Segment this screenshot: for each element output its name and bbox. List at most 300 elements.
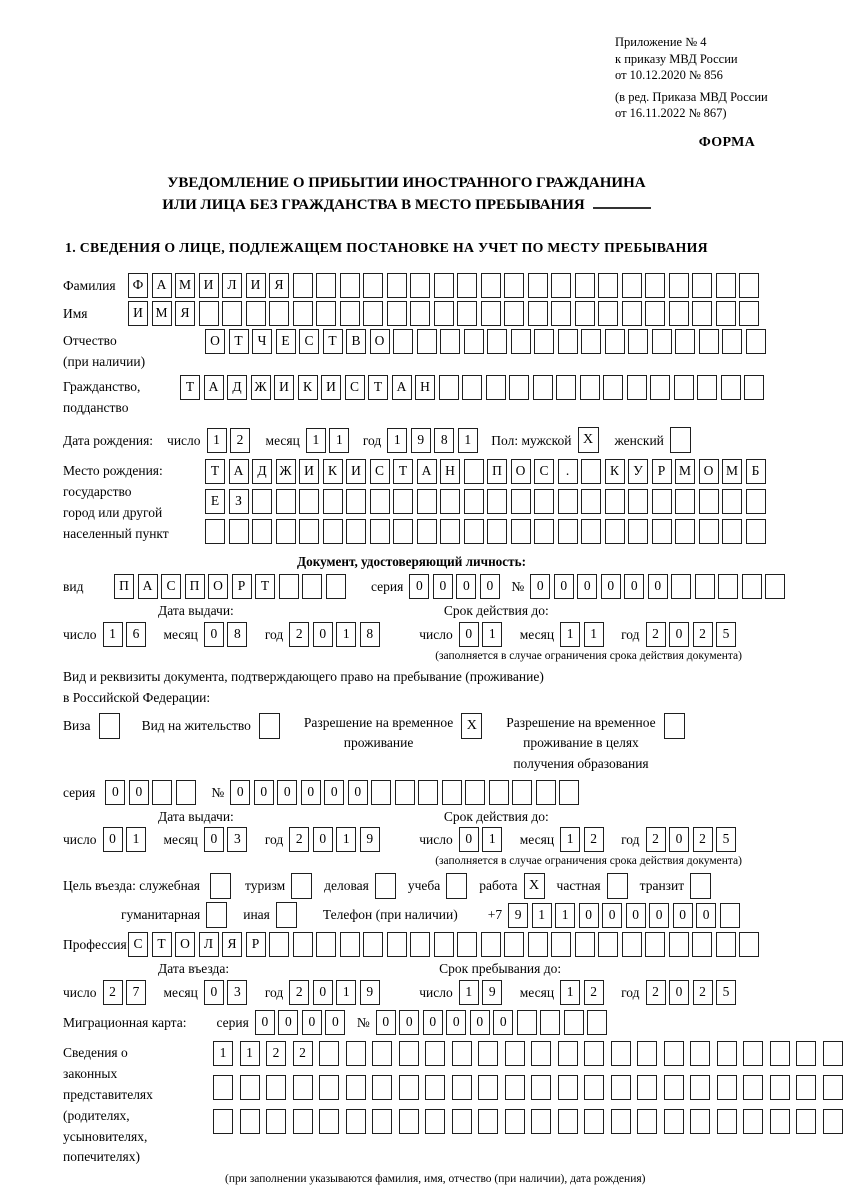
char-cell[interactable]: Т	[323, 329, 343, 354]
char-cell[interactable]: М	[152, 301, 172, 326]
char-cell[interactable]	[222, 301, 242, 326]
char-cell[interactable]	[611, 1109, 631, 1134]
char-cell[interactable]	[534, 489, 554, 514]
tourism-checkbox[interactable]	[291, 873, 312, 899]
char-cell[interactable]	[504, 301, 524, 326]
char-cell[interactable]	[652, 329, 672, 354]
char-cell[interactable]	[765, 574, 785, 599]
char-cell[interactable]: 2	[103, 980, 123, 1005]
char-cell[interactable]	[645, 932, 665, 957]
char-cell[interactable]	[722, 489, 742, 514]
permit-issue-day-input[interactable]	[103, 827, 150, 852]
char-cell[interactable]	[528, 273, 548, 298]
char-cell[interactable]	[746, 489, 766, 514]
profession-input[interactable]	[128, 932, 763, 957]
char-cell[interactable]: З	[229, 489, 249, 514]
char-cell[interactable]	[393, 489, 413, 514]
char-cell[interactable]	[637, 1041, 657, 1066]
char-cell[interactable]	[370, 489, 390, 514]
char-cell[interactable]: 2	[584, 980, 604, 1005]
char-cell[interactable]	[440, 519, 460, 544]
char-cell[interactable]	[293, 273, 313, 298]
char-cell[interactable]: С	[161, 574, 181, 599]
char-cell[interactable]	[452, 1075, 472, 1100]
char-cell[interactable]: И	[321, 375, 341, 400]
char-cell[interactable]: 2	[646, 622, 666, 647]
char-cell[interactable]	[796, 1075, 816, 1100]
char-cell[interactable]	[627, 375, 647, 400]
char-cell[interactable]	[598, 932, 618, 957]
char-cell[interactable]	[152, 780, 172, 805]
char-cell[interactable]	[462, 375, 482, 400]
char-cell[interactable]	[464, 459, 484, 484]
char-cell[interactable]: 1	[336, 980, 356, 1005]
char-cell[interactable]	[509, 375, 529, 400]
char-cell[interactable]: 3	[227, 980, 247, 1005]
char-cell[interactable]: 1	[555, 903, 575, 928]
char-cell[interactable]: 1	[482, 827, 502, 852]
char-cell[interactable]	[534, 519, 554, 544]
char-cell[interactable]: 0	[493, 1010, 513, 1035]
char-cell[interactable]	[669, 932, 689, 957]
char-cell[interactable]	[605, 489, 625, 514]
char-cell[interactable]: 0	[204, 980, 224, 1005]
char-cell[interactable]: 0	[325, 1010, 345, 1035]
char-cell[interactable]	[690, 1109, 710, 1134]
char-cell[interactable]	[505, 1041, 525, 1066]
char-cell[interactable]	[746, 519, 766, 544]
char-cell[interactable]: О	[175, 932, 195, 957]
char-cell[interactable]: 0	[105, 780, 125, 805]
char-cell[interactable]: 0	[480, 574, 500, 599]
char-cell[interactable]	[434, 273, 454, 298]
char-cell[interactable]	[611, 1075, 631, 1100]
char-cell[interactable]	[370, 519, 390, 544]
char-cell[interactable]	[399, 1109, 419, 1134]
char-cell[interactable]: Д	[227, 375, 247, 400]
char-cell[interactable]	[796, 1109, 816, 1134]
char-cell[interactable]	[743, 1041, 763, 1066]
char-cell[interactable]: А	[204, 375, 224, 400]
char-cell[interactable]: 0	[254, 780, 274, 805]
char-cell[interactable]: 7	[126, 980, 146, 1005]
char-cell[interactable]: 1	[240, 1041, 260, 1066]
char-cell[interactable]	[279, 574, 299, 599]
char-cell[interactable]: 0	[648, 574, 668, 599]
char-cell[interactable]: 0	[626, 903, 646, 928]
char-cell[interactable]	[176, 780, 196, 805]
permit-issue-month-input[interactable]	[204, 827, 251, 852]
char-cell[interactable]	[675, 519, 695, 544]
char-cell[interactable]	[478, 1075, 498, 1100]
char-cell[interactable]	[584, 1075, 604, 1100]
char-cell[interactable]	[425, 1041, 445, 1066]
entry-year-input[interactable]	[289, 980, 383, 1005]
char-cell[interactable]	[652, 519, 672, 544]
char-cell[interactable]: 0	[530, 574, 550, 599]
char-cell[interactable]: 2	[693, 980, 713, 1005]
char-cell[interactable]	[387, 273, 407, 298]
char-cell[interactable]	[531, 1041, 551, 1066]
char-cell[interactable]	[564, 1010, 584, 1035]
char-cell[interactable]: Т	[205, 459, 225, 484]
char-cell[interactable]: 1	[336, 622, 356, 647]
char-cell[interactable]	[823, 1109, 843, 1134]
char-cell[interactable]	[669, 273, 689, 298]
char-cell[interactable]	[319, 1075, 339, 1100]
char-cell[interactable]: А	[417, 459, 437, 484]
char-cell[interactable]: 9	[482, 980, 502, 1005]
stay-month-input[interactable]	[560, 980, 607, 1005]
gender-female-checkbox[interactable]	[670, 427, 691, 453]
char-cell[interactable]: 2	[693, 827, 713, 852]
char-cell[interactable]: С	[534, 459, 554, 484]
char-cell[interactable]: А	[152, 273, 172, 298]
char-cell[interactable]	[671, 574, 691, 599]
char-cell[interactable]: 1	[306, 428, 326, 453]
char-cell[interactable]	[417, 519, 437, 544]
char-cell[interactable]: 8	[360, 622, 380, 647]
char-cell[interactable]	[478, 1041, 498, 1066]
char-cell[interactable]: И	[346, 459, 366, 484]
permit-series-input[interactable]	[105, 780, 199, 805]
char-cell[interactable]	[717, 1041, 737, 1066]
char-cell[interactable]: 9	[411, 428, 431, 453]
permit-issue-year-input[interactable]	[289, 827, 383, 852]
char-cell[interactable]	[598, 273, 618, 298]
birth-place-line2-input[interactable]	[205, 489, 769, 514]
char-cell[interactable]	[558, 519, 578, 544]
char-cell[interactable]	[575, 932, 595, 957]
char-cell[interactable]	[425, 1109, 445, 1134]
char-cell[interactable]: Я	[269, 273, 289, 298]
transit-checkbox[interactable]	[690, 873, 711, 899]
char-cell[interactable]	[743, 1075, 763, 1100]
char-cell[interactable]: 0	[409, 574, 429, 599]
char-cell[interactable]	[372, 1041, 392, 1066]
char-cell[interactable]	[252, 489, 272, 514]
char-cell[interactable]	[511, 329, 531, 354]
char-cell[interactable]	[739, 932, 759, 957]
char-cell[interactable]	[551, 932, 571, 957]
migration-number-input[interactable]	[376, 1010, 611, 1035]
char-cell[interactable]: 1	[213, 1041, 233, 1066]
doc-type-input[interactable]	[114, 574, 349, 599]
char-cell[interactable]	[536, 780, 556, 805]
char-cell[interactable]: М	[175, 273, 195, 298]
permit-valid-month-input[interactable]	[560, 827, 607, 852]
stay-year-input[interactable]	[646, 980, 740, 1005]
passport-issue-year-input[interactable]	[289, 622, 383, 647]
char-cell[interactable]: П	[114, 574, 134, 599]
char-cell[interactable]: 0	[313, 827, 333, 852]
char-cell[interactable]: 0	[433, 574, 453, 599]
char-cell[interactable]	[717, 1109, 737, 1134]
char-cell[interactable]: А	[229, 459, 249, 484]
char-cell[interactable]: 0	[669, 827, 689, 852]
char-cell[interactable]	[695, 574, 715, 599]
stay-day-input[interactable]	[459, 980, 506, 1005]
char-cell[interactable]: 2	[646, 827, 666, 852]
char-cell[interactable]: П	[185, 574, 205, 599]
permit-number-input[interactable]	[230, 780, 583, 805]
char-cell[interactable]: Я	[175, 301, 195, 326]
char-cell[interactable]	[622, 932, 642, 957]
char-cell[interactable]	[363, 932, 383, 957]
char-cell[interactable]: О	[370, 329, 390, 354]
char-cell[interactable]	[531, 1075, 551, 1100]
char-cell[interactable]: 0	[602, 903, 622, 928]
char-cell[interactable]	[269, 932, 289, 957]
char-cell[interactable]	[605, 519, 625, 544]
char-cell[interactable]: 2	[289, 622, 309, 647]
char-cell[interactable]	[464, 329, 484, 354]
char-cell[interactable]: 0	[302, 1010, 322, 1035]
char-cell[interactable]	[199, 301, 219, 326]
char-cell[interactable]	[722, 519, 742, 544]
char-cell[interactable]: К	[298, 375, 318, 400]
char-cell[interactable]	[699, 519, 719, 544]
char-cell[interactable]	[293, 1109, 313, 1134]
char-cell[interactable]: 0	[230, 780, 250, 805]
char-cell[interactable]	[410, 301, 430, 326]
char-cell[interactable]: 1	[329, 428, 349, 453]
char-cell[interactable]	[457, 273, 477, 298]
char-cell[interactable]	[556, 375, 576, 400]
char-cell[interactable]: О	[208, 574, 228, 599]
char-cell[interactable]	[664, 1075, 684, 1100]
char-cell[interactable]: 0	[423, 1010, 443, 1035]
char-cell[interactable]: Л	[222, 273, 242, 298]
char-cell[interactable]	[299, 489, 319, 514]
char-cell[interactable]	[581, 489, 601, 514]
char-cell[interactable]	[598, 301, 618, 326]
char-cell[interactable]	[581, 329, 601, 354]
char-cell[interactable]	[512, 780, 532, 805]
char-cell[interactable]: П	[487, 459, 507, 484]
char-cell[interactable]	[478, 1109, 498, 1134]
char-cell[interactable]	[229, 519, 249, 544]
char-cell[interactable]	[770, 1041, 790, 1066]
char-cell[interactable]: .	[558, 459, 578, 484]
char-cell[interactable]	[628, 489, 648, 514]
char-cell[interactable]	[486, 375, 506, 400]
char-cell[interactable]: 1	[458, 428, 478, 453]
char-cell[interactable]	[410, 273, 430, 298]
char-cell[interactable]	[240, 1075, 260, 1100]
legal-reps-line3-input[interactable]	[213, 1109, 849, 1134]
char-cell[interactable]: 1	[459, 980, 479, 1005]
char-cell[interactable]: И	[128, 301, 148, 326]
char-cell[interactable]: 0	[376, 1010, 396, 1035]
permit-valid-year-input[interactable]	[646, 827, 740, 852]
char-cell[interactable]: С	[128, 932, 148, 957]
char-cell[interactable]	[575, 273, 595, 298]
char-cell[interactable]	[323, 519, 343, 544]
char-cell[interactable]	[440, 329, 460, 354]
char-cell[interactable]	[580, 375, 600, 400]
char-cell[interactable]	[399, 1075, 419, 1100]
char-cell[interactable]	[371, 780, 391, 805]
char-cell[interactable]: 1	[560, 622, 580, 647]
char-cell[interactable]	[246, 301, 266, 326]
char-cell[interactable]: С	[299, 329, 319, 354]
patronymic-input[interactable]	[205, 329, 769, 354]
char-cell[interactable]	[346, 1075, 366, 1100]
char-cell[interactable]	[346, 1109, 366, 1134]
char-cell[interactable]: 3	[227, 827, 247, 852]
char-cell[interactable]	[637, 1109, 657, 1134]
char-cell[interactable]: 2	[289, 827, 309, 852]
char-cell[interactable]	[393, 519, 413, 544]
gender-male-checkbox[interactable]: X	[578, 427, 599, 453]
char-cell[interactable]	[464, 489, 484, 514]
char-cell[interactable]	[699, 489, 719, 514]
char-cell[interactable]	[744, 375, 764, 400]
char-cell[interactable]: 0	[324, 780, 344, 805]
char-cell[interactable]: Т	[255, 574, 275, 599]
char-cell[interactable]: 2	[266, 1041, 286, 1066]
char-cell[interactable]	[387, 932, 407, 957]
char-cell[interactable]: 5	[716, 980, 736, 1005]
char-cell[interactable]: 2	[584, 827, 604, 852]
passport-valid-month-input[interactable]	[560, 622, 607, 647]
char-cell[interactable]	[746, 329, 766, 354]
char-cell[interactable]	[540, 1010, 560, 1035]
char-cell[interactable]: Ф	[128, 273, 148, 298]
char-cell[interactable]	[531, 1109, 551, 1134]
char-cell[interactable]: 0	[601, 574, 621, 599]
char-cell[interactable]	[716, 932, 736, 957]
char-cell[interactable]	[699, 329, 719, 354]
char-cell[interactable]: У	[628, 459, 648, 484]
doc-number-input[interactable]	[530, 574, 789, 599]
char-cell[interactable]	[558, 1041, 578, 1066]
purpose-official-checkbox[interactable]	[210, 873, 231, 899]
passport-issue-month-input[interactable]	[204, 622, 251, 647]
char-cell[interactable]: 1	[482, 622, 502, 647]
char-cell[interactable]	[528, 301, 548, 326]
char-cell[interactable]: 0	[446, 1010, 466, 1035]
humanitarian-checkbox[interactable]	[206, 902, 227, 928]
char-cell[interactable]	[293, 932, 313, 957]
legal-reps-line2-input[interactable]	[213, 1075, 849, 1100]
char-cell[interactable]: Ж	[276, 459, 296, 484]
char-cell[interactable]: 0	[278, 1010, 298, 1035]
char-cell[interactable]	[481, 301, 501, 326]
char-cell[interactable]: М	[675, 459, 695, 484]
char-cell[interactable]	[372, 1075, 392, 1100]
char-cell[interactable]	[240, 1109, 260, 1134]
char-cell[interactable]: 1	[387, 428, 407, 453]
char-cell[interactable]: 0	[673, 903, 693, 928]
char-cell[interactable]	[558, 489, 578, 514]
private-checkbox[interactable]	[607, 873, 628, 899]
char-cell[interactable]	[645, 301, 665, 326]
char-cell[interactable]	[440, 489, 460, 514]
char-cell[interactable]	[299, 519, 319, 544]
char-cell[interactable]	[487, 489, 507, 514]
char-cell[interactable]	[434, 932, 454, 957]
char-cell[interactable]: Л	[199, 932, 219, 957]
study-checkbox[interactable]	[446, 873, 467, 899]
char-cell[interactable]	[551, 273, 571, 298]
char-cell[interactable]	[276, 489, 296, 514]
char-cell[interactable]	[417, 329, 437, 354]
char-cell[interactable]: Р	[246, 932, 266, 957]
char-cell[interactable]: Т	[180, 375, 200, 400]
given-name-input[interactable]	[128, 301, 763, 326]
char-cell[interactable]: 0	[313, 980, 333, 1005]
char-cell[interactable]	[302, 574, 322, 599]
char-cell[interactable]	[584, 1041, 604, 1066]
char-cell[interactable]: 0	[470, 1010, 490, 1035]
char-cell[interactable]	[716, 301, 736, 326]
char-cell[interactable]	[340, 273, 360, 298]
char-cell[interactable]	[603, 375, 623, 400]
char-cell[interactable]: 0	[204, 827, 224, 852]
char-cell[interactable]	[637, 1075, 657, 1100]
char-cell[interactable]	[675, 329, 695, 354]
char-cell[interactable]: Р	[652, 459, 672, 484]
char-cell[interactable]: 0	[277, 780, 297, 805]
char-cell[interactable]: 9	[508, 903, 528, 928]
char-cell[interactable]	[690, 1075, 710, 1100]
char-cell[interactable]	[770, 1109, 790, 1134]
phone-input[interactable]	[508, 903, 743, 928]
char-cell[interactable]	[319, 1109, 339, 1134]
char-cell[interactable]	[346, 489, 366, 514]
char-cell[interactable]	[489, 780, 509, 805]
char-cell[interactable]	[664, 1109, 684, 1134]
char-cell[interactable]: 0	[129, 780, 149, 805]
char-cell[interactable]: В	[346, 329, 366, 354]
char-cell[interactable]	[551, 301, 571, 326]
char-cell[interactable]	[669, 301, 689, 326]
char-cell[interactable]	[611, 1041, 631, 1066]
char-cell[interactable]: К	[323, 459, 343, 484]
char-cell[interactable]: 1	[126, 827, 146, 852]
char-cell[interactable]	[213, 1075, 233, 1100]
char-cell[interactable]: 1	[560, 980, 580, 1005]
char-cell[interactable]	[205, 519, 225, 544]
char-cell[interactable]	[293, 1075, 313, 1100]
char-cell[interactable]	[457, 932, 477, 957]
char-cell[interactable]	[558, 1109, 578, 1134]
birth-place-line1-input[interactable]	[205, 459, 769, 484]
char-cell[interactable]	[584, 1109, 604, 1134]
char-cell[interactable]	[399, 1041, 419, 1066]
char-cell[interactable]	[457, 301, 477, 326]
surname-input[interactable]	[128, 273, 763, 298]
char-cell[interactable]: Е	[276, 329, 296, 354]
char-cell[interactable]	[418, 780, 438, 805]
passport-valid-day-input[interactable]	[459, 622, 506, 647]
char-cell[interactable]: И	[274, 375, 294, 400]
char-cell[interactable]: 0	[577, 574, 597, 599]
char-cell[interactable]	[823, 1041, 843, 1066]
char-cell[interactable]: 5	[716, 622, 736, 647]
char-cell[interactable]	[739, 273, 759, 298]
char-cell[interactable]: 8	[227, 622, 247, 647]
char-cell[interactable]	[465, 780, 485, 805]
char-cell[interactable]: 6	[126, 622, 146, 647]
char-cell[interactable]: 0	[649, 903, 669, 928]
char-cell[interactable]	[319, 1041, 339, 1066]
birth-day-input[interactable]	[207, 428, 254, 453]
birth-place-line3-input[interactable]	[205, 519, 769, 544]
char-cell[interactable]: 1	[103, 622, 123, 647]
